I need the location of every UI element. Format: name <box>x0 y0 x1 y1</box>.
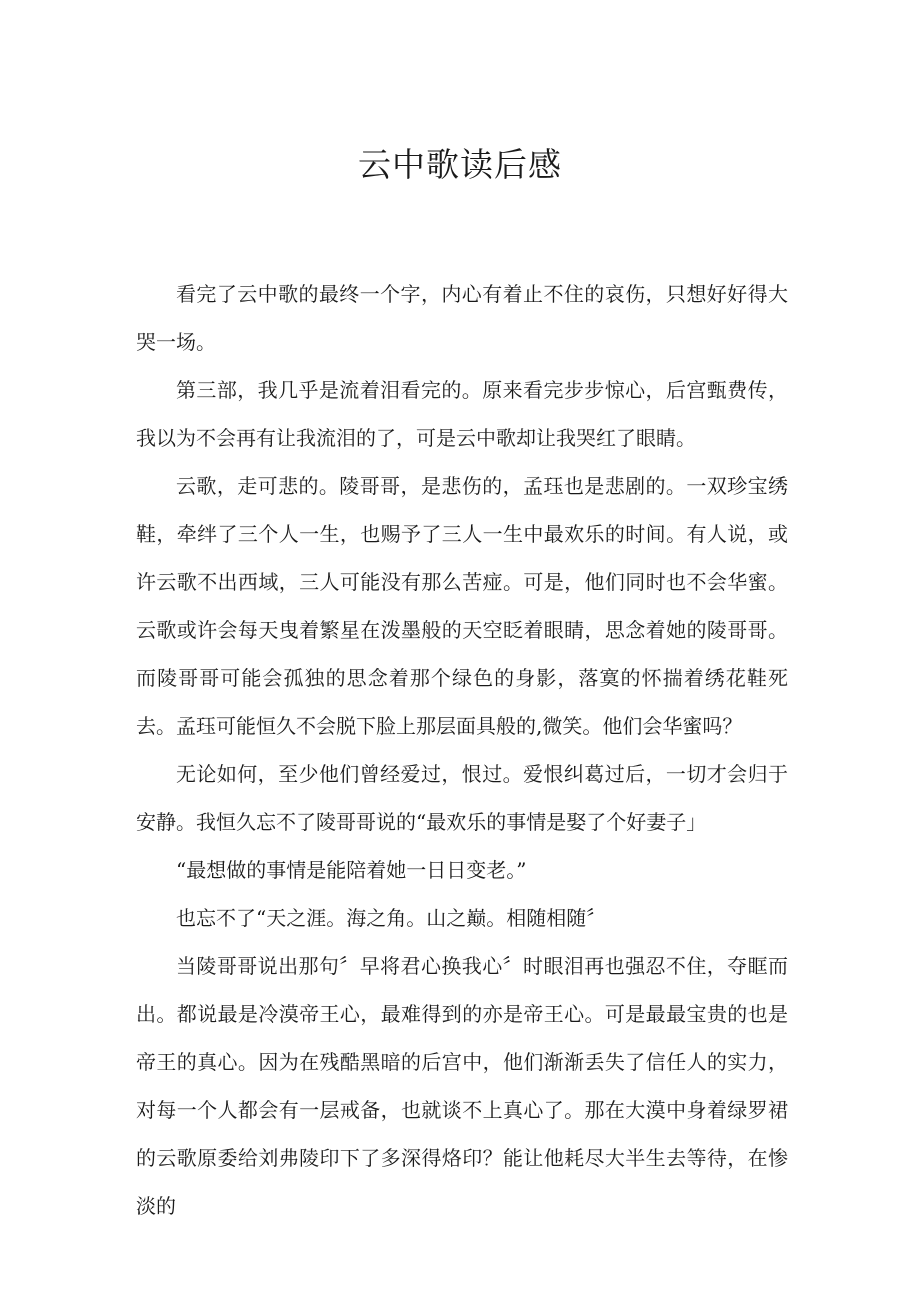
paragraph-4: 无论如何，至少他们曾经爱过，恨过。爱恨纠葛过后，一切才会归于安静。我恒久忘不了陵哥哥说的“最欢乐的事情是娶了个好妻子」 <box>136 762 788 834</box>
paragraph-2: 第三部，我几乎是流着泪看完的。原来看完步步惊心，后宫甄费传，我以为不会再有让我流泪的了，可是云中歌却让我哭红了眼睛。 <box>136 378 788 450</box>
paragraph-5: “最想做的事情是能陪着她一日日变老。” <box>176 858 527 882</box>
paragraph-1: 看完了云中歌的最终一个字，内心有着止不住的哀伤，只想好好得大哭一场。 <box>136 282 788 354</box>
document-title: 云中歌读后感 <box>358 145 562 184</box>
paragraph-7: 当陵哥哥说出那句〞早将君心换我心〞时眼泪再也强忍不住，夺眶而出。都说最是冷漠帝王心，最难得到的亦是帝王心。可是最最宝贵的也是帝王的真心。因为在残酷黑暗的后宫中，他们渐渐丢失了信任人的实力，对每一个人都会有一层戒备，也就谈不上真心了。那在大漠中身着绿罗裙的云歌原委给刘弗陵印下了多深得烙印？能让他耗尽大半生去等待，在惨淡的 <box>136 954 788 1218</box>
paragraph-3: 云歌，走可悲的。陵哥哥，是悲伤的，孟珏也是悲剧的。一双珍宝绣鞋，牵绊了三个人一生，也赐予了三人一生中最欢乐的时间。有人说，或许云歌不出西域，三人可能没有那么苦痖。可是，他们同时也不会华蜜。云歌或许会每天曳着繁星在泼墨般的天空眨着眼睛，思念着她的陵哥哥。而陵哥哥可能会孤独的思念着那个绿色的身影，落寞的怀揣着绣花鞋死去。孟珏可能恒久不会脱下脸上那层面具般的,微笑。他们会华蜜吗？ <box>136 474 788 738</box>
document-body <box>136 270 788 1230</box>
paragraph-6: 也忘不了“天之涯。海之角。山之巅。相随相随〞 <box>176 906 607 930</box>
